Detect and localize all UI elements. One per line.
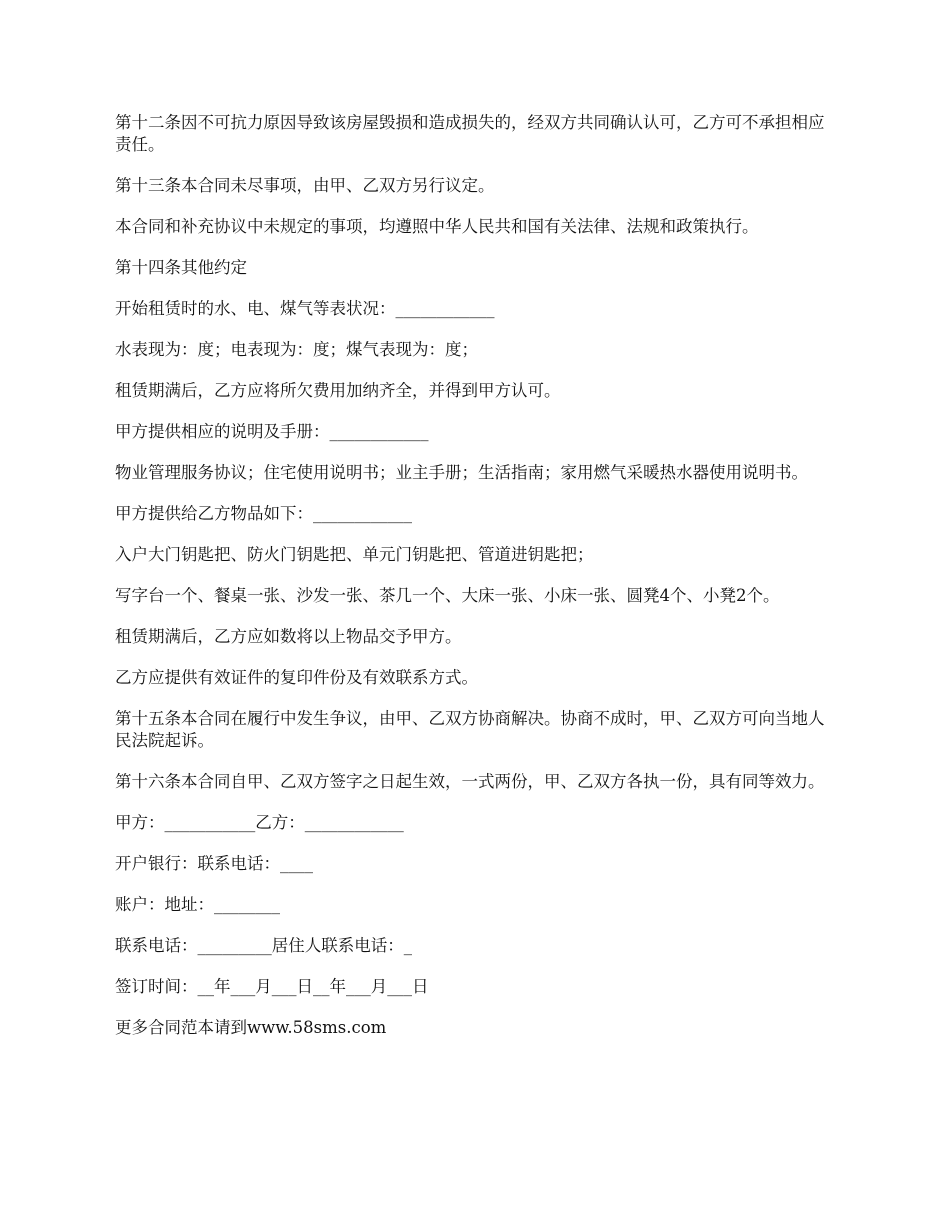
items-line: 甲方提供给乙方物品如下：____________: [115, 504, 412, 523]
manuals-line: 甲方提供相应的说明及手册：____________: [115, 422, 429, 441]
clause-16: 第十六条本合同自甲、乙双方签字之日起生效，一式两份，甲、乙双方各执一份，具有同等效力。: [115, 772, 825, 791]
id-documents: 乙方应提供有效证件的复印件份及有效联系方式。: [115, 668, 478, 687]
clause-13: 第十三条本合同未尽事项，由甲、乙双方另行议定。: [115, 176, 495, 195]
clause-12: 第十二条因不可抗力原因导致该房屋毁损和造成损失的，经双方共同确认认可，乙方可不承担相应责任。: [115, 113, 825, 154]
items-return: 租赁期满后，乙方应如数将以上物品交予甲方。: [115, 627, 462, 646]
footer-more-link: 更多合同范本请到www.58sms.com: [115, 1018, 387, 1037]
keys-list: 入户大门钥匙把、防火门钥匙把、单元门钥匙把、管道进钥匙把；: [115, 545, 594, 564]
signature-parties: 甲方：___________乙方：____________: [115, 813, 404, 832]
furniture-list: 写字台一个、餐桌一张、沙发一张、茶几一个、大床一张、小床一张、圆凳4个、小凳2个。: [115, 586, 780, 605]
bank-phone: 开户银行：联系电话：____: [115, 854, 313, 873]
clause-15: 第十五条本合同在履行中发生争议，由甲、乙双方协商解决。协商不成时，甲、乙双方可向当地人民法院起诉。: [115, 709, 825, 750]
clause-14-heading: 第十四条其他约定: [115, 258, 247, 277]
meter-readings: 水表现为：度；电表现为：度；煤气表现为：度；: [115, 340, 478, 359]
account-address: 账户：地址：________: [115, 895, 280, 914]
signing-date: 签订时间：__年___月___日__年___月___日: [115, 977, 429, 996]
fees-settlement: 租赁期满后，乙方应将所欠费用加纳齐全，并得到甲方认可。: [115, 381, 561, 400]
manuals-list: 物业管理服务协议；住宅使用说明书；业主手册；生活指南；家用燃气采暖热水器使用说明书。: [115, 463, 808, 482]
supplementary-note: 本合同和补充协议中未规定的事项，均遵照中华人民共和国有关法律、法规和政策执行。: [115, 217, 759, 236]
meter-status-line: 开始租赁时的水、电、煤气等表状况：____________: [115, 299, 495, 318]
contact-phones: 联系电话：_________居住人联系电话：_: [115, 936, 412, 955]
document-body: [115, 112, 840, 1058]
